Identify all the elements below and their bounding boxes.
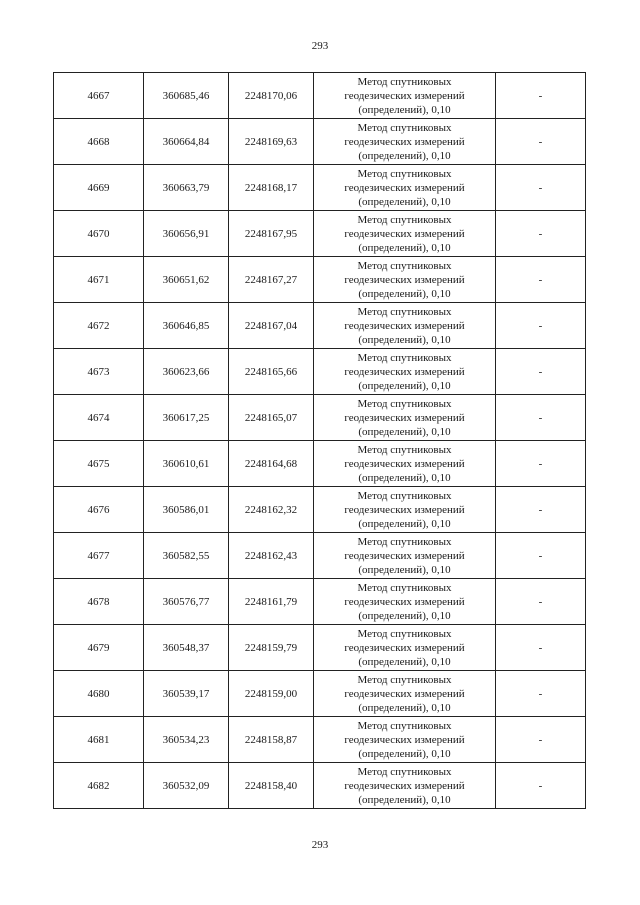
table-row <box>54 165 586 211</box>
table-row <box>54 119 586 165</box>
note-cell: - <box>496 487 586 533</box>
x-coordinate-cell: 360610,61 <box>144 441 229 487</box>
point-number-cell: 4670 <box>54 211 144 257</box>
method-line: Метод спутниковых <box>357 443 452 456</box>
point-number-cell: 4674 <box>54 395 144 441</box>
method-line: (определений), 0,10 <box>358 241 451 254</box>
method-line: Метод спутниковых <box>357 627 452 640</box>
method-cell <box>314 165 496 211</box>
method-line: Метод спутниковых <box>357 305 452 318</box>
y-coordinate-cell: 2248167,95 <box>229 211 314 257</box>
y-coordinate-cell: 2248167,04 <box>229 303 314 349</box>
table-row <box>54 717 586 763</box>
x-coordinate-cell: 360646,85 <box>144 303 229 349</box>
method-line: геодезических измерений <box>344 549 465 562</box>
table-row <box>54 625 586 671</box>
x-coordinate-cell: 360656,91 <box>144 211 229 257</box>
x-coordinate-cell: 360539,17 <box>144 671 229 717</box>
x-coordinate-cell: 360617,25 <box>144 395 229 441</box>
note-cell: - <box>496 533 586 579</box>
table-row <box>54 395 586 441</box>
method-line: (определений), 0,10 <box>358 517 451 530</box>
coordinates-table-body <box>54 73 586 809</box>
point-number-cell: 4668 <box>54 119 144 165</box>
table-row <box>54 579 586 625</box>
page-number-top: 293 <box>311 40 329 52</box>
note-cell: - <box>496 717 586 763</box>
method-line: геодезических измерений <box>344 273 465 286</box>
method-line: Метод спутниковых <box>357 259 452 272</box>
x-coordinate-cell: 360651,62 <box>144 257 229 303</box>
method-line: (определений), 0,10 <box>358 655 451 668</box>
method-cell <box>314 303 496 349</box>
page-number-bottom: 293 <box>311 839 329 851</box>
x-coordinate-cell: 360532,09 <box>144 763 229 809</box>
method-line: (определений), 0,10 <box>358 563 451 576</box>
y-coordinate-cell: 2248170,06 <box>229 73 314 119</box>
method-cell <box>314 349 496 395</box>
method-cell <box>314 717 496 763</box>
method-line: геодезических измерений <box>344 595 465 608</box>
table-row <box>54 487 586 533</box>
note-cell: - <box>496 211 586 257</box>
table-row <box>54 257 586 303</box>
note-cell: - <box>496 441 586 487</box>
x-coordinate-cell: 360582,55 <box>144 533 229 579</box>
x-coordinate-cell: 360576,77 <box>144 579 229 625</box>
method-line: (определений), 0,10 <box>358 609 451 622</box>
point-number-cell: 4677 <box>54 533 144 579</box>
x-coordinate-cell: 360663,79 <box>144 165 229 211</box>
method-line: (определений), 0,10 <box>358 425 451 438</box>
method-line: Метод спутниковых <box>357 397 452 410</box>
method-line: геодезических измерений <box>344 135 465 148</box>
method-cell <box>314 487 496 533</box>
table-row <box>54 441 586 487</box>
method-line: геодезических измерений <box>344 227 465 240</box>
note-cell: - <box>496 73 586 119</box>
method-cell <box>314 395 496 441</box>
coordinates-table <box>53 72 586 809</box>
note-cell: - <box>496 579 586 625</box>
point-number-cell: 4667 <box>54 73 144 119</box>
method-line: геодезических измерений <box>344 181 465 194</box>
note-cell: - <box>496 625 586 671</box>
method-line: Метод спутниковых <box>357 489 452 502</box>
method-line: геодезических измерений <box>344 779 465 792</box>
method-line: (определений), 0,10 <box>358 287 451 300</box>
method-line: геодезических измерений <box>344 411 465 424</box>
method-line: Метод спутниковых <box>357 121 452 134</box>
x-coordinate-cell: 360586,01 <box>144 487 229 533</box>
table-row <box>54 349 586 395</box>
note-cell: - <box>496 303 586 349</box>
note-cell: - <box>496 671 586 717</box>
point-number-cell: 4669 <box>54 165 144 211</box>
method-cell <box>314 441 496 487</box>
x-coordinate-cell: 360664,84 <box>144 119 229 165</box>
x-coordinate-cell: 360548,37 <box>144 625 229 671</box>
method-cell <box>314 73 496 119</box>
method-line: Метод спутниковых <box>357 581 452 594</box>
point-number-cell: 4678 <box>54 579 144 625</box>
method-cell <box>314 579 496 625</box>
method-cell <box>314 763 496 809</box>
table-row <box>54 211 586 257</box>
method-line: Метод спутниковых <box>357 75 452 88</box>
method-line: (определений), 0,10 <box>358 149 451 162</box>
method-line: Метод спутниковых <box>357 765 452 778</box>
method-line: геодезических измерений <box>344 503 465 516</box>
note-cell: - <box>496 257 586 303</box>
y-coordinate-cell: 2248158,40 <box>229 763 314 809</box>
method-line: Метод спутниковых <box>357 673 452 686</box>
y-coordinate-cell: 2248165,66 <box>229 349 314 395</box>
point-number-cell: 4672 <box>54 303 144 349</box>
y-coordinate-cell: 2248169,63 <box>229 119 314 165</box>
table-row <box>54 671 586 717</box>
x-coordinate-cell: 360685,46 <box>144 73 229 119</box>
point-number-cell: 4675 <box>54 441 144 487</box>
method-line: Метод спутниковых <box>357 167 452 180</box>
method-line: (определений), 0,10 <box>358 701 451 714</box>
method-line: геодезических измерений <box>344 89 465 102</box>
table-row <box>54 73 586 119</box>
y-coordinate-cell: 2248168,17 <box>229 165 314 211</box>
method-cell <box>314 211 496 257</box>
table-row <box>54 763 586 809</box>
note-cell: - <box>496 395 586 441</box>
method-cell <box>314 671 496 717</box>
method-cell <box>314 533 496 579</box>
method-line: геодезических измерений <box>344 319 465 332</box>
method-line: (определений), 0,10 <box>358 333 451 346</box>
y-coordinate-cell: 2248165,07 <box>229 395 314 441</box>
point-number-cell: 4680 <box>54 671 144 717</box>
method-line: геодезических измерений <box>344 687 465 700</box>
y-coordinate-cell: 2248158,87 <box>229 717 314 763</box>
method-cell <box>314 625 496 671</box>
note-cell: - <box>496 165 586 211</box>
method-line: геодезических измерений <box>344 733 465 746</box>
method-line: геодезических измерений <box>344 457 465 470</box>
point-number-cell: 4681 <box>54 717 144 763</box>
method-line: Метод спутниковых <box>357 535 452 548</box>
y-coordinate-cell: 2248161,79 <box>229 579 314 625</box>
y-coordinate-cell: 2248159,00 <box>229 671 314 717</box>
y-coordinate-cell: 2248162,32 <box>229 487 314 533</box>
y-coordinate-cell: 2248159,79 <box>229 625 314 671</box>
method-cell <box>314 257 496 303</box>
point-number-cell: 4676 <box>54 487 144 533</box>
note-cell: - <box>496 763 586 809</box>
table-row <box>54 303 586 349</box>
point-number-cell: 4673 <box>54 349 144 395</box>
method-line: (определений), 0,10 <box>358 379 451 392</box>
note-cell: - <box>496 119 586 165</box>
method-line: Метод спутниковых <box>357 719 452 732</box>
table-row <box>54 533 586 579</box>
method-line: (определений), 0,10 <box>358 103 451 116</box>
method-line: (определений), 0,10 <box>358 195 451 208</box>
method-line: (определений), 0,10 <box>358 471 451 484</box>
method-line: Метод спутниковых <box>357 351 452 364</box>
x-coordinate-cell: 360623,66 <box>144 349 229 395</box>
y-coordinate-cell: 2248164,68 <box>229 441 314 487</box>
y-coordinate-cell: 2248162,43 <box>229 533 314 579</box>
method-line: (определений), 0,10 <box>358 793 451 806</box>
y-coordinate-cell: 2248167,27 <box>229 257 314 303</box>
x-coordinate-cell: 360534,23 <box>144 717 229 763</box>
point-number-cell: 4682 <box>54 763 144 809</box>
method-line: Метод спутниковых <box>357 213 452 226</box>
point-number-cell: 4679 <box>54 625 144 671</box>
point-number-cell: 4671 <box>54 257 144 303</box>
note-cell: - <box>496 349 586 395</box>
method-line: (определений), 0,10 <box>358 747 451 760</box>
method-line: геодезических измерений <box>344 365 465 378</box>
method-cell <box>314 119 496 165</box>
method-line: геодезических измерений <box>344 641 465 654</box>
